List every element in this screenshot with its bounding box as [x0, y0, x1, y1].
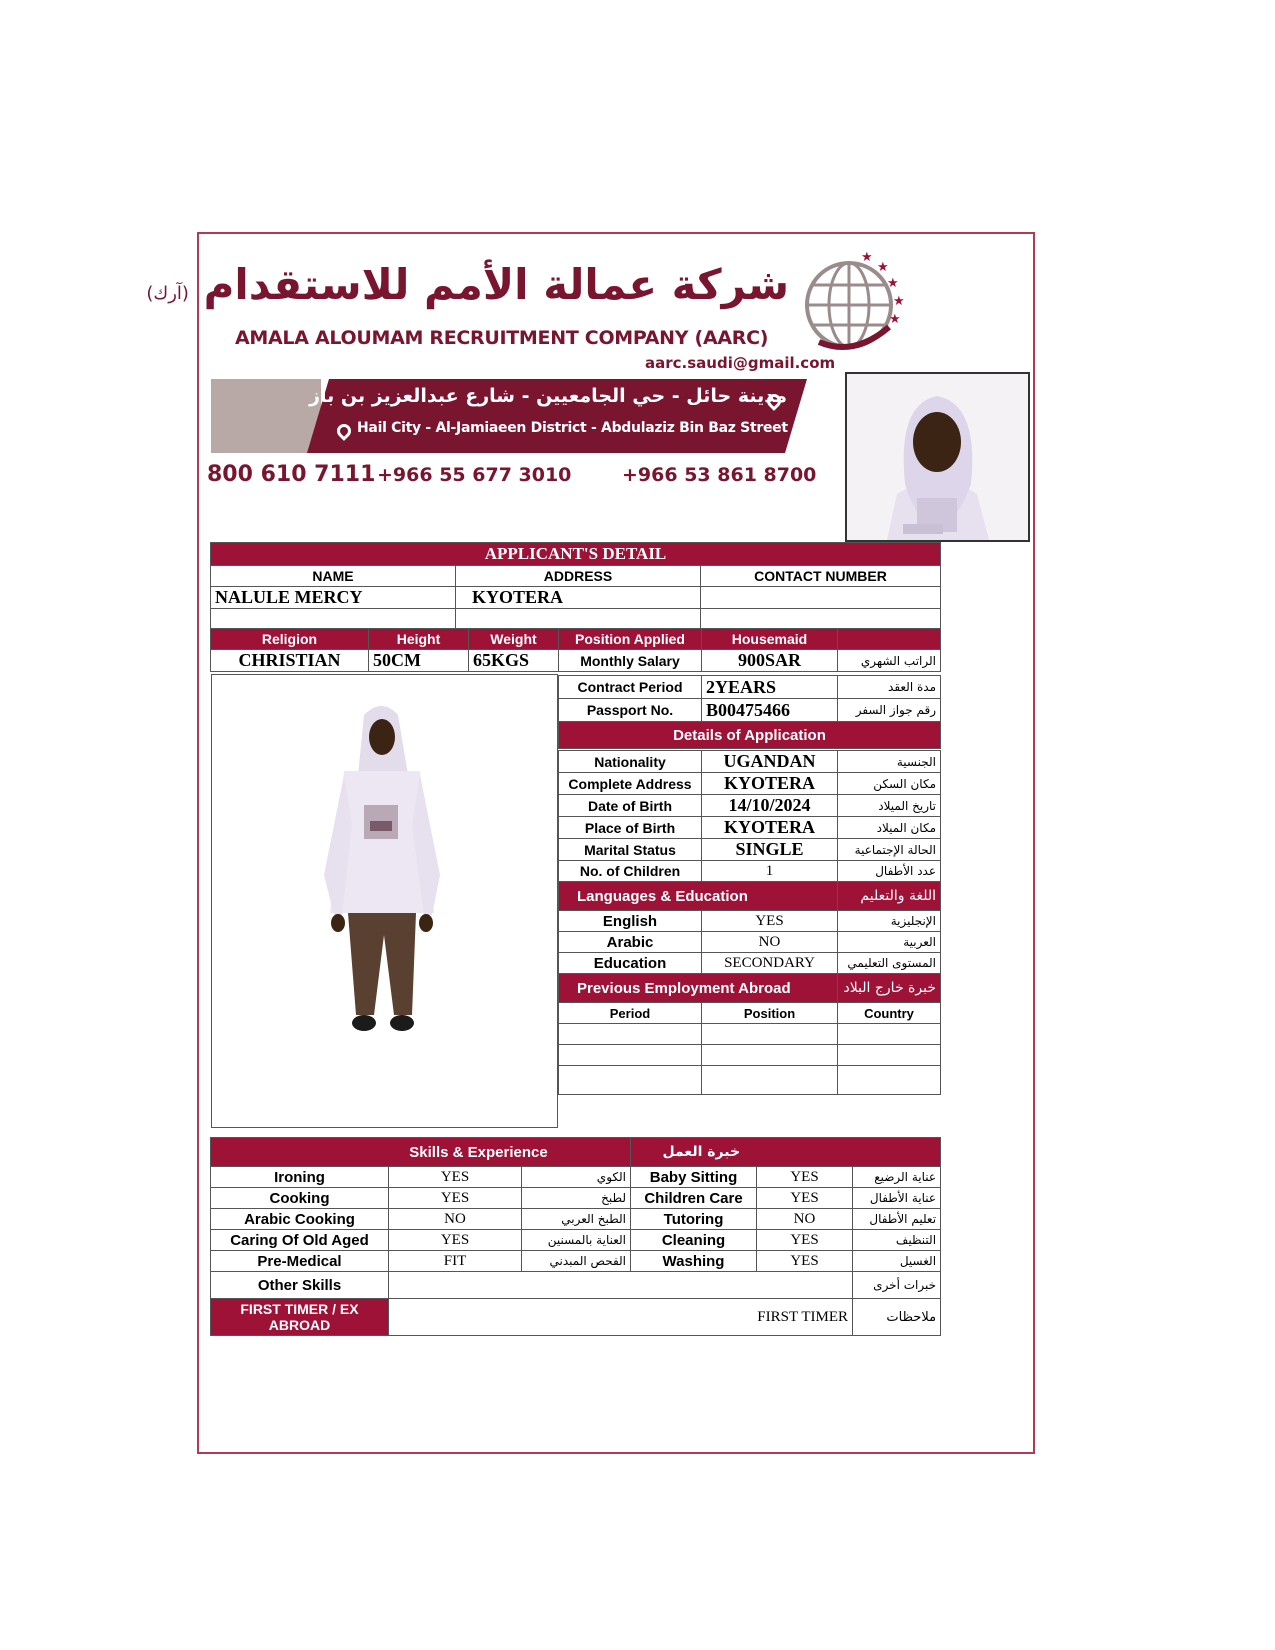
svg-text:★: ★	[861, 250, 873, 265]
english-arabic: الإنجليزية	[838, 911, 941, 932]
contract-period-label: Contract Period	[559, 676, 702, 699]
svg-text:★: ★	[893, 294, 905, 309]
position-applied-value: Housemaid	[702, 629, 838, 650]
skill-arabic: الفحص المبدني	[522, 1251, 631, 1272]
education-arabic: المستوى التعليمي	[838, 953, 941, 974]
position-applied-header: Position Applied	[559, 629, 702, 650]
employment-cell	[838, 1066, 941, 1095]
nationality-label: Nationality	[559, 751, 702, 773]
applicant-address: KYOTERA	[456, 587, 701, 609]
employment-cell	[702, 1066, 838, 1095]
application-section-title: Details of Application	[559, 722, 941, 749]
employment-cell	[559, 1024, 702, 1045]
other-skills-value	[389, 1272, 853, 1299]
date-of-birth-value: 14/10/2024	[702, 795, 838, 817]
english-label: English	[559, 911, 702, 932]
nationality-value: UGANDAN	[702, 751, 838, 773]
nationality-arabic: الجنسية	[838, 751, 941, 773]
contact-header: CONTACT NUMBER	[701, 566, 941, 587]
passport-arabic: رقم جواز السفر	[838, 699, 941, 722]
monthly-salary-value: 900SAR	[702, 650, 838, 672]
skills-section-title: Skills & Experience	[211, 1138, 631, 1167]
skill-label: Caring Of Old Aged	[211, 1230, 389, 1251]
contract-period-value: 2YEARS	[702, 676, 838, 699]
skill-label: Children Care	[631, 1188, 757, 1209]
languages-section-title: Languages & Education	[559, 882, 838, 911]
skill-arabic: التنظيف	[853, 1230, 941, 1251]
skill-arabic: الغسيل	[853, 1251, 941, 1272]
employment-section-title: Previous Employment Abroad	[559, 974, 838, 1003]
skill-arabic: عناية الأطفال	[853, 1188, 941, 1209]
skill-value: NO	[389, 1209, 522, 1230]
date-of-birth-label: Date of Birth	[559, 795, 702, 817]
remarks-arabic: ملاحظات	[853, 1299, 941, 1336]
skill-label: Arabic Cooking	[211, 1209, 389, 1230]
place-of-birth-label: Place of Birth	[559, 817, 702, 839]
basics-table	[210, 628, 941, 672]
blank-cell	[838, 629, 941, 650]
company-name-arabic: شركة عمالة الأمم للاستقدام (آرك)	[146, 260, 789, 309]
address-band-grey	[211, 379, 321, 453]
employment-section-title-arabic: خبرة خارج البلاد	[838, 974, 941, 1003]
height-header: Height	[369, 629, 469, 650]
skill-label: Cleaning	[631, 1230, 757, 1251]
blank-cell	[211, 609, 456, 630]
children-value: 1	[702, 861, 838, 882]
weight-header: Weight	[469, 629, 559, 650]
monthly-salary-label: Monthly Salary	[559, 650, 702, 672]
skill-value: FIT	[389, 1251, 522, 1272]
skill-value: YES	[389, 1188, 522, 1209]
first-timer-label: FIRST TIMER / EX ABROAD	[211, 1299, 389, 1336]
complete-address-label: Complete Address	[559, 773, 702, 795]
company-email: aarc.saudi@gmail.com	[645, 354, 836, 372]
marital-status-arabic: الحالة الإجتماعية	[838, 839, 941, 861]
arabic-value: NO	[702, 932, 838, 953]
date-of-birth-arabic: تاريخ الميلاد	[838, 795, 941, 817]
svg-text:★: ★	[877, 260, 889, 275]
position-header: Position	[702, 1003, 838, 1024]
phone-number: +966 55 677 3010	[377, 464, 572, 486]
contract-table	[558, 675, 941, 749]
marital-status-value: SINGLE	[702, 839, 838, 861]
skill-value: YES	[389, 1167, 522, 1188]
skill-label: Pre-Medical	[211, 1251, 389, 1272]
name-header: NAME	[211, 566, 456, 587]
application-details-table	[558, 750, 941, 1095]
skill-value: NO	[757, 1209, 853, 1230]
skill-label: Cooking	[211, 1188, 389, 1209]
skill-value: YES	[757, 1230, 853, 1251]
address-header: ADDRESS	[456, 566, 701, 587]
company-header	[146, 242, 907, 512]
svg-text:★: ★	[887, 276, 899, 291]
complete-address-value: KYOTERA	[702, 773, 838, 795]
applicant-name: NALULE MERCY	[211, 587, 456, 609]
skill-arabic: لطبخ	[522, 1188, 631, 1209]
applicant-portrait-photo	[845, 372, 1030, 542]
skill-value: YES	[757, 1188, 853, 1209]
employment-cell	[702, 1045, 838, 1066]
marital-status-label: Marital Status	[559, 839, 702, 861]
passport-label: Passport No.	[559, 699, 702, 722]
passport-value: B00475466	[702, 699, 838, 722]
applicant-section-title: APPLICANT'S DETAIL	[211, 543, 941, 566]
employment-cell	[559, 1066, 702, 1095]
employment-cell	[559, 1045, 702, 1066]
applicant-full-body-photo	[211, 674, 558, 1128]
arabic-label: Arabic	[559, 932, 702, 953]
company-name-english: AMALA ALOUMAM RECRUITMENT COMPANY (AARC)	[235, 327, 769, 349]
phone-number: 800 610 7111	[207, 462, 376, 487]
employment-cell	[702, 1024, 838, 1045]
globe-logo-icon	[799, 247, 909, 357]
arabic-arabic: العربية	[838, 932, 941, 953]
blank-cell	[456, 609, 701, 630]
weight-value: 65KGS	[469, 650, 559, 672]
skill-value: YES	[757, 1251, 853, 1272]
employment-cell	[838, 1045, 941, 1066]
children-arabic: عدد الأطفال	[838, 861, 941, 882]
full-body-illustration	[212, 675, 557, 1127]
skills-table	[210, 1137, 941, 1336]
skill-arabic: الطبخ العربي	[522, 1209, 631, 1230]
skills-section-title-arabic: خبرة العمل	[631, 1138, 941, 1167]
languages-section-title-arabic: اللغة والتعليم	[838, 882, 941, 911]
phone-number: +966 53 861 8700	[622, 464, 817, 486]
skill-arabic: العناية بالمسنين	[522, 1230, 631, 1251]
religion-header: Religion	[211, 629, 369, 650]
complete-address-arabic: مكان السكن	[838, 773, 941, 795]
blank-cell	[701, 609, 941, 630]
applicant-detail-table	[210, 542, 941, 630]
skill-label: Ironing	[211, 1167, 389, 1188]
skill-value: YES	[757, 1167, 853, 1188]
country-header: Country	[838, 1003, 941, 1024]
remarks-value: FIRST TIMER	[389, 1299, 853, 1336]
skill-arabic: عناية الرضيع	[853, 1167, 941, 1188]
phone-numbers	[207, 462, 907, 492]
height-value: 50CM	[369, 650, 469, 672]
portrait-illustration	[847, 374, 1028, 540]
skill-value: YES	[389, 1230, 522, 1251]
skill-arabic: تعليم الأطفال	[853, 1209, 941, 1230]
contract-period-arabic: مدة العقد	[838, 676, 941, 699]
address-arabic: مدينة حائل - حي الجامعيين - شارع عبدالعزيز بن باز	[309, 385, 787, 407]
english-value: YES	[702, 911, 838, 932]
other-skills-arabic: خبرات أخرى	[853, 1272, 941, 1299]
skill-arabic: الكوي	[522, 1167, 631, 1188]
children-label: No. of Children	[559, 861, 702, 882]
skill-label: Tutoring	[631, 1209, 757, 1230]
monthly-salary-arabic: الراتب الشهري	[838, 650, 941, 672]
place-of-birth-value: KYOTERA	[702, 817, 838, 839]
skill-label: Baby Sitting	[631, 1167, 757, 1188]
skill-label: Washing	[631, 1251, 757, 1272]
period-header: Period	[559, 1003, 702, 1024]
place-of-birth-arabic: مكان الميلاد	[838, 817, 941, 839]
education-value: SECONDARY	[702, 953, 838, 974]
employment-cell	[838, 1024, 941, 1045]
other-skills-label: Other Skills	[211, 1272, 389, 1299]
education-label: Education	[559, 953, 702, 974]
address-english: Hail City - Al-Jamiaeen District - Abdulaziz Bin Baz Street	[357, 420, 788, 436]
applicant-contact	[701, 587, 941, 609]
svg-text:★: ★	[889, 312, 901, 327]
religion-value: CHRISTIAN	[211, 650, 369, 672]
